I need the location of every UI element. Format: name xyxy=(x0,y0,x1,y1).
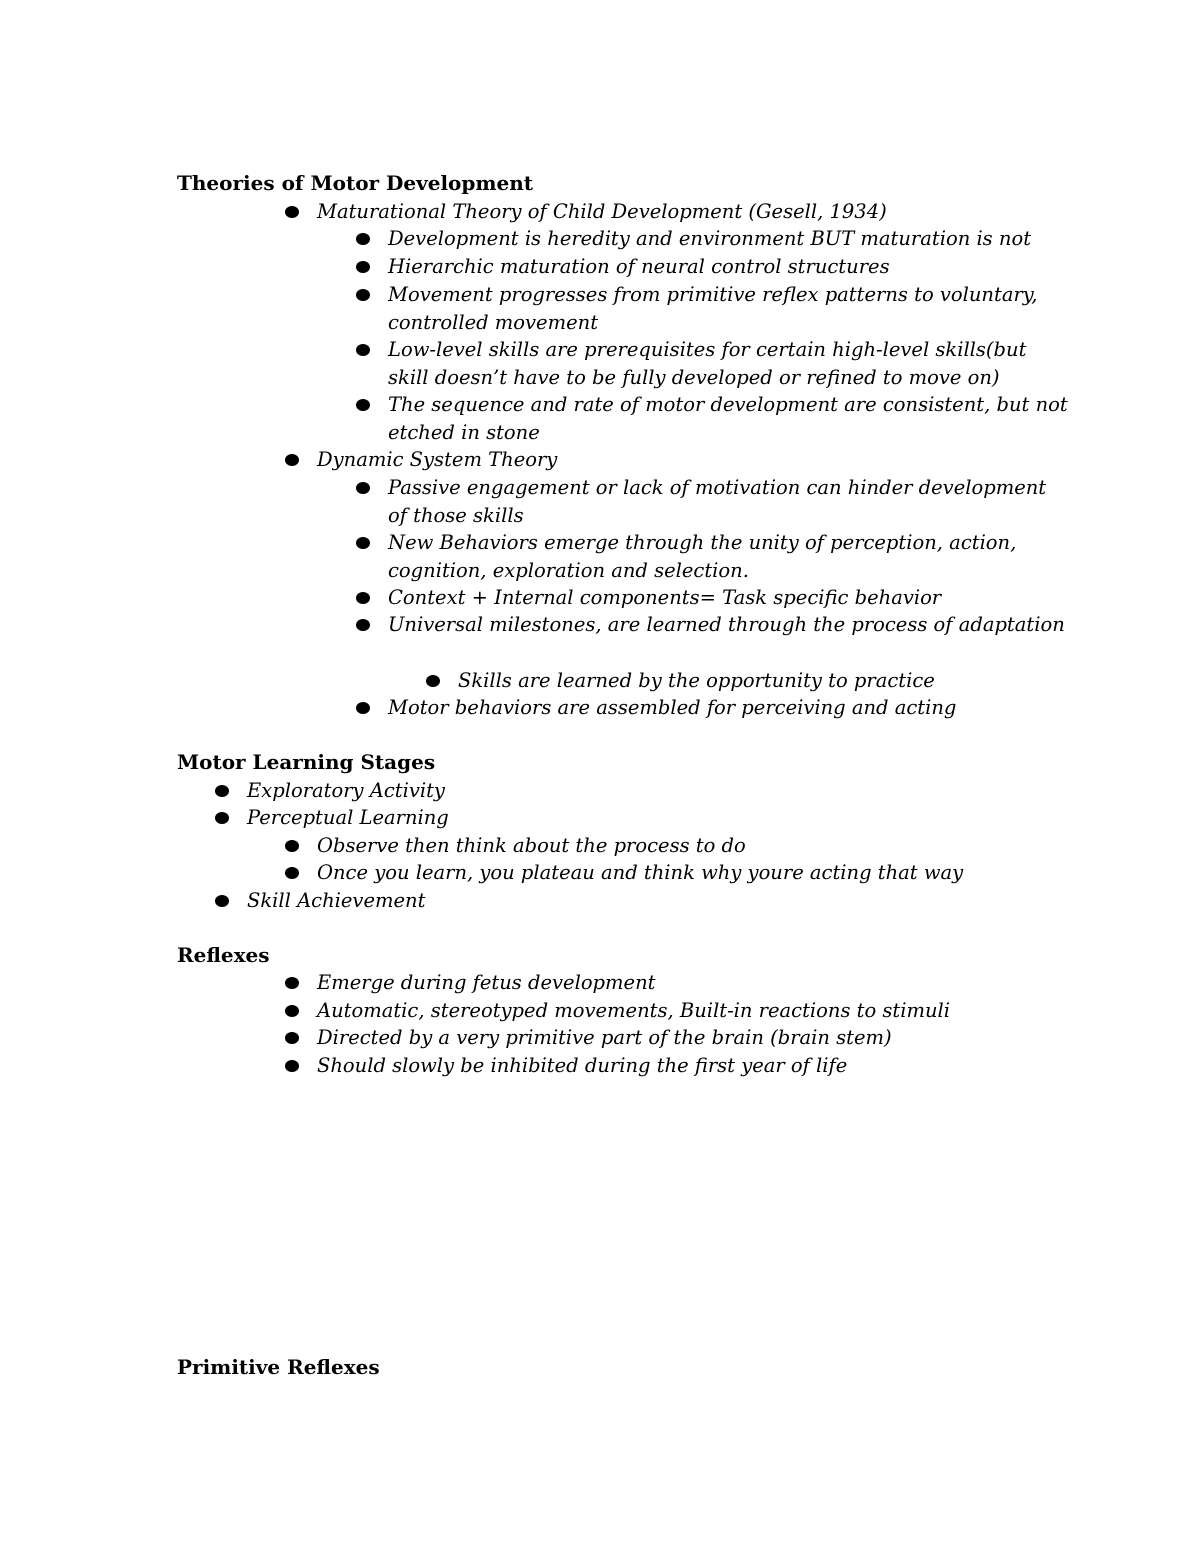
bullet-icon xyxy=(285,206,299,218)
bullet-icon xyxy=(285,1032,299,1044)
list-item: Passive engagement or lack of motivation can hinder development of those skills xyxy=(388,474,1068,529)
bullet-icon xyxy=(285,977,299,989)
list-item: Should slowly be inhibited during the first year of life xyxy=(317,1052,1037,1080)
list-item-dynamic-system-theory: Dynamic System Theory xyxy=(317,446,1037,474)
bullet-icon xyxy=(356,619,370,631)
list-item-sub: Observe then think about the process to do xyxy=(317,832,1037,860)
heading-motor-learning-stages: Motor Learning Stages xyxy=(177,750,436,774)
bullet-icon xyxy=(356,289,370,301)
heading-primitive-reflexes: Primitive Reflexes xyxy=(177,1355,380,1379)
heading-theories: Theories of Motor Development xyxy=(177,171,534,195)
list-item-maturational-theory: Maturational Theory of Child Development (Gesell, 1934) xyxy=(317,198,1037,226)
bullet-icon xyxy=(356,399,370,411)
bullet-icon xyxy=(356,233,370,245)
list-item: Low-level skills are prerequisites for certain high-level skills(but skill doesn’t have to be fully developed or refined to move on) xyxy=(388,336,1068,391)
list-item: Perceptual Learning xyxy=(247,804,1027,832)
list-item: Context + Internal components= Task specific behavior xyxy=(388,584,1068,612)
bullet-icon xyxy=(215,895,229,907)
bullet-icon xyxy=(215,785,229,797)
list-item: Movement progresses from primitive reflex patterns to voluntary, controlled movement xyxy=(388,281,1068,336)
list-item: Automatic, stereotyped movements, Built-in reactions to stimuli xyxy=(317,997,1037,1025)
list-item: The sequence and rate of motor development are consistent, but not etched in stone xyxy=(388,391,1068,446)
bullet-icon xyxy=(426,675,440,687)
bullet-icon xyxy=(356,261,370,273)
list-item: Hierarchic maturation of neural control structures xyxy=(388,253,1068,281)
list-item: Skill Achievement xyxy=(247,887,1027,915)
bullet-icon xyxy=(285,454,299,466)
bullet-icon xyxy=(356,592,370,604)
bullet-icon xyxy=(356,702,370,714)
heading-reflexes: Reflexes xyxy=(177,943,270,967)
list-item-sub: Skills are learned by the opportunity to practice xyxy=(458,667,1058,695)
list-item: Development is heredity and environment BUT maturation is not xyxy=(388,225,1068,253)
bullet-icon xyxy=(285,840,299,852)
list-item: Emerge during fetus development xyxy=(317,969,1037,997)
bullet-icon xyxy=(356,482,370,494)
bullet-icon xyxy=(356,344,370,356)
bullet-icon xyxy=(215,812,229,824)
list-item: Exploratory Activity xyxy=(247,777,1027,805)
list-item: Universal milestones, are learned through the process of adaptation xyxy=(388,611,1068,639)
list-item: New Behaviors emerge through the unity of perception, action, cognition, exploration and selection. xyxy=(388,529,1068,584)
bullet-icon xyxy=(285,867,299,879)
list-item-sub: Once you learn, you plateau and think why youre acting that way xyxy=(317,859,1037,887)
bullet-icon xyxy=(285,1005,299,1017)
bullet-icon xyxy=(285,1060,299,1072)
bullet-icon xyxy=(356,537,370,549)
list-item: Directed by a very primitive part of the brain (brain stem) xyxy=(317,1024,1037,1052)
list-item: Motor behaviors are assembled for perceiving and acting xyxy=(388,694,1068,722)
